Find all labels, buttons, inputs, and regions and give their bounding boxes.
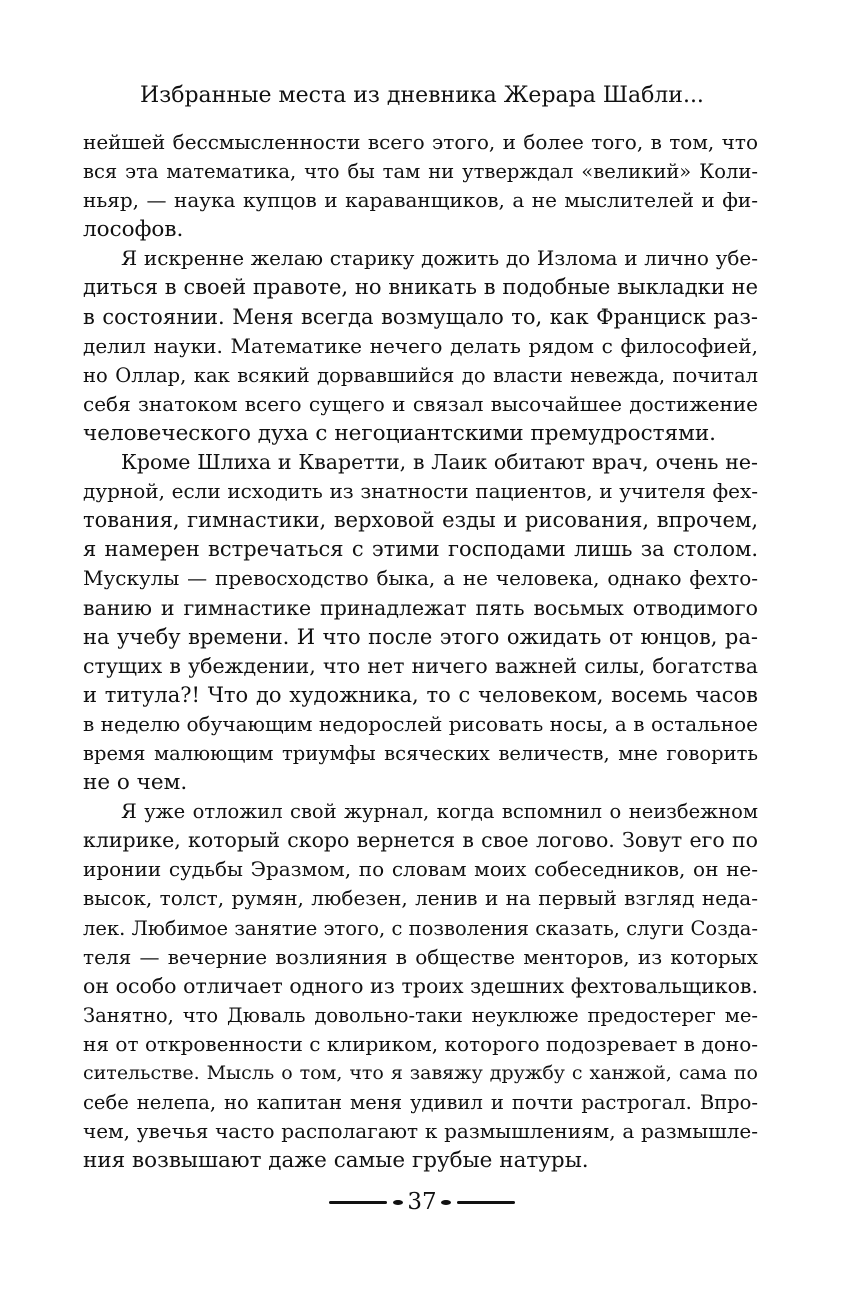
- text-line: Мускулы — превосходство быка, а не человека, однако фехто-: [83, 566, 758, 591]
- ornament-cap-left: [393, 1200, 403, 1205]
- text-line: диться в своей правоте, но вникать в подобные выкладки не: [83, 275, 758, 300]
- text-line: тования, гимнастики, верховой езды и рисования, впрочем,: [83, 508, 758, 533]
- text-line: Я уже отложил свой журнал, когда вспомнил о неизбежном: [121, 800, 758, 824]
- text-line: в состоянии. Меня всегда возмущало то, как Франциск раз-: [83, 304, 758, 329]
- text-line: я намерен встречаться с этими господами лишь за столом.: [83, 537, 758, 562]
- text-line: лек. Любимое занятие этого, с позволения сказать, слуги Созда-: [83, 916, 758, 940]
- paragraph-2: [83, 244, 758, 448]
- ornament-rule-right: [457, 1201, 515, 1204]
- text-line: высок, толст, румян, любезен, ленив и на первый взгляд неда-: [83, 886, 758, 911]
- text-line: ния возвышают даже самые грубые натуры.: [83, 1148, 589, 1174]
- text-line: себя знатоком всего сущего и связал высочайшее достижение: [83, 391, 758, 416]
- text-line: Я искренне желаю старику дожить до Излома и лично убе-: [121, 246, 758, 271]
- text-line: в неделю обучающим недорослей рисовать носы, а в остальное: [83, 711, 758, 736]
- text-line: он особо отличает одного из троих здешних фехтовальщиков.: [83, 973, 758, 998]
- text-line: Кроме Шлиха и Кваретти, в Лаик обитают врач, очень не-: [121, 450, 758, 475]
- text-line: на учебу времени. И что после этого ожидать от юнцов, ра-: [83, 624, 758, 649]
- text-line: нейшей бессмысленности всего этого, и более того, в том, что: [83, 130, 758, 154]
- text-line: лософов.: [83, 217, 184, 243]
- text-line: и титула?! Что до художника, то с человеком, восемь часов: [83, 682, 758, 707]
- text-line: делил науки. Математике нечего делать рядом с философией,: [83, 333, 758, 358]
- page-number: 37: [407, 1189, 437, 1215]
- text-line: чем, увечья часто располагают к размышлениям, а размышле-: [83, 1119, 758, 1144]
- text-line: не о чем.: [83, 770, 188, 796]
- text-line: иронии судьбы Эразмом, по словам моих собеседников, он не-: [83, 857, 758, 882]
- body-text: [83, 128, 758, 1175]
- text-line: Занятно, что Дюваль довольно-таки неуклюже предостерег ме-: [83, 1003, 758, 1027]
- text-line: клирике, который скоро вернется в свое логово. Зовут его по: [83, 828, 758, 853]
- text-line: ньяр, — наука купцов и караванщиков, а не мыслителей и фи-: [83, 188, 758, 213]
- ornament-cap-right: [441, 1200, 451, 1205]
- text-line: себе нелепа, но капитан меня удивил и почти растрогал. Впро-: [83, 1091, 758, 1115]
- text-line: человеческого духа с негоциантскими премудростями.: [83, 420, 716, 446]
- text-line: ванию и гимнастике принадлежат пять восьмых отводимого: [83, 595, 758, 620]
- text-line: стущих в убеждении, что нет ничего важней силы, богатства: [83, 653, 758, 678]
- text-line: время малюющим триумфы всяческих величеств, мне говорить: [83, 741, 758, 765]
- paragraph-4: [83, 797, 758, 1175]
- ornament-rule-left: [329, 1201, 387, 1204]
- text-line: вся эта математика, что бы там ни утверждал «великий» Коли-: [83, 160, 758, 184]
- text-line: сительстве. Мысль о том, что я завяжу дружбу с ханжой, сама по: [83, 1062, 758, 1084]
- running-head: Избранные места из дневника Жерара Шабли...: [140, 83, 704, 108]
- text-line: ня от откровенности с клириком, которого подозревает в доно-: [83, 1031, 758, 1056]
- paragraph-3: [83, 448, 758, 797]
- text-line: теля — вечерние возлияния в обществе менторов, из которых: [83, 944, 758, 969]
- text-line: дурной, если исходить из знатности пациентов, и учителя фех-: [83, 479, 758, 504]
- text-line: но Оллар, как всякий дорвавшийся до власти невежда, почитал: [83, 363, 758, 387]
- page-footer: [0, 1186, 844, 1218]
- paragraph-1: [83, 128, 758, 244]
